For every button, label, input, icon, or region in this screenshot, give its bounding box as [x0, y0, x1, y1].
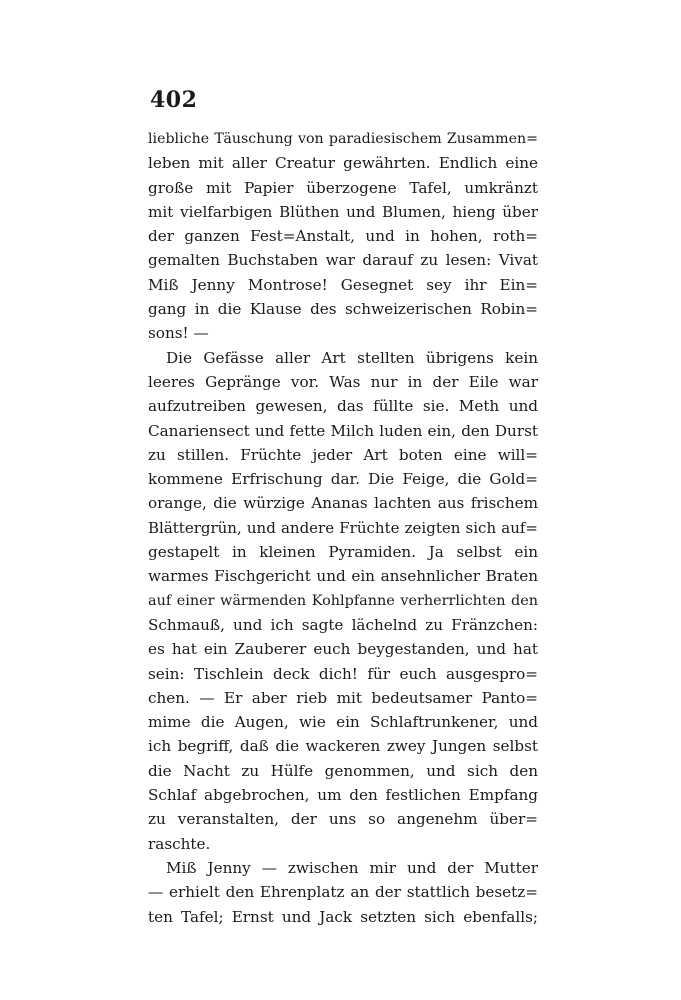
body-text [148, 127, 538, 929]
paragraph [148, 127, 538, 346]
text-line: leben mit aller Creatur gewährten. Endlich eine [148, 154, 538, 173]
paragraph [148, 346, 538, 856]
text-line: — erhielt den Ehrenplatz an der stattlich besetz= [148, 883, 538, 902]
text-line: die Nacht zu Hülfe genommen, und sich den [148, 761, 538, 780]
text-line: kommene Erfrischung dar. Die Feige, die Gold= [148, 470, 538, 489]
text-line: gestapelt in kleinen Pyramiden. Ja selbst ein [148, 543, 538, 562]
text-line: chen. — Er aber rieb mit bedeutsamer Panto= [148, 688, 538, 707]
text-line: Schmauß, und ich sagte lächelnd zu Fränzchen: [148, 615, 538, 634]
text-line: zu veranstalten, der uns so angenehm über= [148, 810, 538, 829]
text-line: sons! — [148, 324, 209, 343]
text-line: Canariensect und fette Milch luden ein, den Durst [148, 421, 538, 440]
text-line: auf einer wärmenden Kohlpfanne verherrlichten den [148, 592, 538, 609]
paragraph [148, 856, 538, 929]
text-line: sein: Tischlein deck dich! für euch ausgespro= [148, 664, 538, 683]
text-line: aufzutreiben gewesen, das füllte sie. Meth und [148, 397, 538, 416]
text-line: leeres Gepränge vor. Was nur in der Eile war [148, 372, 538, 391]
text-line: große mit Papier überzogene Tafel, umkränzt [148, 178, 538, 197]
text-line: zu stillen. Früchte jeder Art boten eine will= [148, 445, 538, 464]
text-line: Miß Jenny Montrose! Gesegnet sey ihr Ein= [148, 275, 538, 294]
text-line: Schlaf abgebrochen, um den festlichen Empfang [148, 786, 538, 805]
text-line: ten Tafel; Ernst und Jack setzten sich ebenfalls; [148, 907, 538, 926]
text-line: Blättergrün, und andere Früchte zeigten sich auf= [148, 518, 538, 537]
text-line: es hat ein Zauberer euch beygestanden, und hat [148, 640, 538, 659]
page-number: 402 [150, 87, 198, 113]
text-line: der ganzen Fest=Anstalt, und in hohen, roth= [148, 227, 538, 246]
text-line: mit vielfarbigen Blüthen und Blumen, hieng über [148, 202, 538, 221]
text-line: orange, die würzige Ananas lachten aus frischem [148, 494, 538, 513]
text-line: mime die Augen, wie ein Schlaftrunkener, und [148, 713, 538, 732]
text-line: raschte. [148, 834, 211, 853]
text-line: gang in die Klause des schweizerischen Robin= [148, 300, 538, 319]
text-line: warmes Fischgericht und ein ansehnlicher Braten [148, 567, 538, 586]
text-line: ich begriff, daß die wackeren zwey Jungen selbst [148, 737, 538, 756]
text-line: gemalten Buchstaben war darauf zu lesen: Vivat [148, 251, 538, 270]
text-line: Miß Jenny — zwischen mir und der Mutter [166, 858, 538, 877]
text-line: liebliche Täuschung von paradiesischem Zusammen= [148, 131, 538, 147]
text-line: Die Gefässe aller Art stellten übrigens kein [166, 348, 538, 367]
